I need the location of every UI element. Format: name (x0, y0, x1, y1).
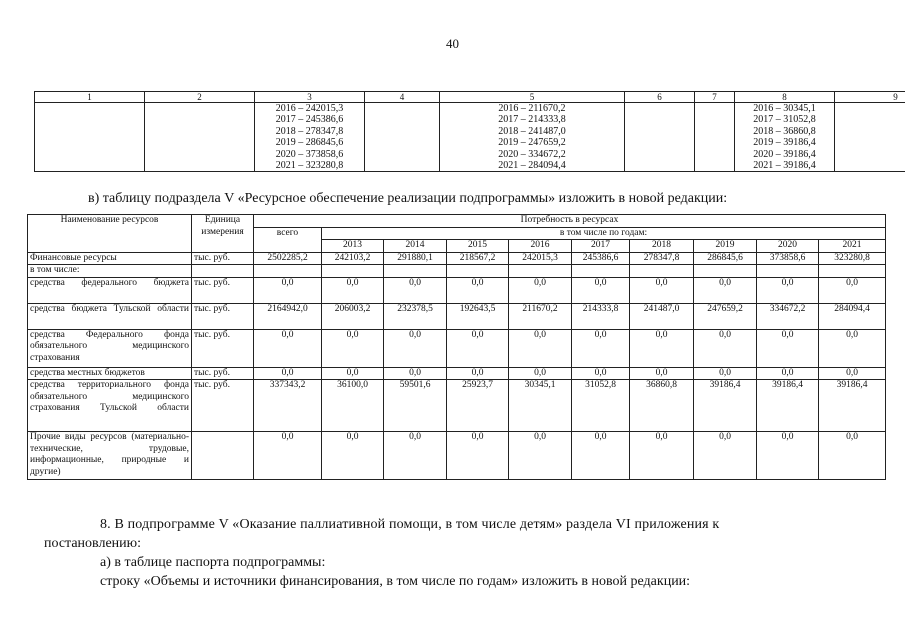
header-total: всего (254, 227, 322, 252)
year-value-cell (819, 265, 886, 278)
empty-cell (365, 103, 440, 172)
total-cell: 0,0 (254, 329, 322, 367)
col-number: 9 (835, 92, 905, 103)
resource-name-cell: Финансовые ресурсы (28, 252, 192, 265)
year-value-cell: 0,0 (509, 367, 572, 380)
year-value-cell: 0,0 (630, 432, 694, 480)
total-cell (254, 265, 322, 278)
year-value-cell: 0,0 (694, 329, 757, 367)
column-number-row (35, 92, 905, 103)
resource-table (27, 214, 886, 480)
year-value-cell: 0,0 (572, 367, 630, 380)
year-value-cell: 284094,4 (819, 303, 886, 329)
year-value-cell: 0,0 (694, 277, 757, 303)
year-value-cell: 245386,6 (572, 252, 630, 265)
year-value: 2021 – 39186,4 (753, 160, 816, 172)
year-value-cell: 218567,2 (447, 252, 509, 265)
year-value: 2016 – 211670,2 (498, 103, 566, 114)
resource-name-cell: средства Федерального фонда обязательного медицинского страхования (28, 329, 192, 367)
header-years-caption: в том числе по годам: (322, 227, 886, 240)
year-value-cell: 0,0 (447, 277, 509, 303)
year-header: 2015 (447, 240, 509, 253)
year-value: 2020 – 373858,6 (275, 148, 344, 160)
resource-name-cell: средства федерального бюджета (28, 277, 192, 303)
year-value-cell: 36100,0 (322, 380, 384, 432)
year-value-cell: 0,0 (694, 367, 757, 380)
year-value-cell: 0,0 (322, 277, 384, 303)
year-value-cell: 30345,1 (509, 380, 572, 432)
empty-cell (625, 103, 695, 172)
year-value-cell: 39186,4 (694, 380, 757, 432)
col5-cell (440, 103, 625, 172)
year-value-cell: 0,0 (757, 432, 819, 480)
table-row (28, 252, 886, 265)
year-header: 2020 (757, 240, 819, 253)
year-value: 2021 – 284094,4 (498, 160, 566, 172)
year-value-cell (572, 265, 630, 278)
year-value-cell: 0,0 (819, 367, 886, 380)
year-value-cell: 211670,2 (509, 303, 572, 329)
year-value-cell: 36860,8 (630, 380, 694, 432)
year-value-cell: 0,0 (447, 367, 509, 380)
table-row (28, 265, 886, 278)
year-header: 2016 (509, 240, 572, 253)
year-value-cell: 373858,6 (757, 252, 819, 265)
year-value-cell: 247659,2 (694, 303, 757, 329)
unit-cell (192, 265, 254, 278)
year-value: 2017 – 214333,8 (498, 114, 566, 126)
year-value-cell: 242015,3 (509, 252, 572, 265)
year-value-cell: 0,0 (630, 367, 694, 380)
year-value-cell: 39186,4 (757, 380, 819, 432)
unit-cell: тыс. руб. (192, 367, 254, 380)
year-value-cell: 0,0 (572, 329, 630, 367)
year-value-cell (757, 265, 819, 278)
col-number: 2 (145, 92, 255, 103)
empty-cell (145, 103, 255, 172)
year-value-cell: 0,0 (322, 432, 384, 480)
table-row (28, 367, 886, 380)
header-row-1 (28, 215, 886, 228)
paragraph-financing-line: строку «Объемы и источники финансирования, в том числе по годам» изложить в новой редакции: (100, 574, 691, 589)
year-header: 2014 (384, 240, 447, 253)
year-header: 2017 (572, 240, 630, 253)
continuation-table (34, 91, 905, 172)
year-value: 2018 – 241487,0 (498, 125, 566, 137)
year-value-cell: 0,0 (572, 277, 630, 303)
unit-cell: тыс. руб. (192, 329, 254, 367)
resource-name-cell: средства территориального фонда обязательного медицинского страхования Тульской области (28, 380, 192, 432)
total-cell: 0,0 (254, 277, 322, 303)
total-cell: 0,0 (254, 432, 322, 480)
year-header: 2013 (322, 240, 384, 253)
year-value-cell: 232378,5 (384, 303, 447, 329)
year-value-cell: 0,0 (322, 367, 384, 380)
col-number: 4 (365, 92, 440, 103)
table-row (28, 432, 886, 480)
year-value-cell: 214333,8 (572, 303, 630, 329)
unit-cell: тыс. руб. (192, 252, 254, 265)
year-value-cell: 31052,8 (572, 380, 630, 432)
year-value-cell (322, 265, 384, 278)
year-value-cell (630, 265, 694, 278)
year-value-cell: 0,0 (572, 432, 630, 480)
year-value: 2020 – 334672,2 (498, 148, 566, 160)
year-value: 2019 – 39186,4 (753, 137, 816, 149)
year-value-cell: 278347,8 (630, 252, 694, 265)
year-value-cell: 334672,2 (757, 303, 819, 329)
year-value-cell: 0,0 (819, 432, 886, 480)
year-value: 2016 – 242015,3 (275, 103, 344, 114)
year-value-cell: 0,0 (509, 432, 572, 480)
col-number: 5 (440, 92, 625, 103)
paragraph-8-line2: постановлению: (44, 536, 142, 551)
year-value: 2019 – 286845,6 (275, 137, 344, 149)
year-value-cell: 0,0 (819, 277, 886, 303)
col8-cell (735, 103, 835, 172)
col-number: 3 (255, 92, 365, 103)
year-value: 2016 – 30345,1 (753, 103, 816, 114)
unit-cell: тыс. руб. (192, 303, 254, 329)
year-value-cell: 0,0 (384, 277, 447, 303)
table-row (28, 329, 886, 367)
header-resource-name: Наименование ресурсов (28, 215, 192, 253)
year-values-row (35, 103, 905, 172)
header-unit: Единица измерения (192, 215, 254, 253)
resource-name-cell: средства бюджета Тульской области (28, 303, 192, 329)
year-value: 2021 – 323280,8 (275, 160, 344, 172)
year-value-cell: 39186,4 (819, 380, 886, 432)
col-number: 6 (625, 92, 695, 103)
empty-cell (35, 103, 145, 172)
year-header: 2018 (630, 240, 694, 253)
year-value-cell: 241487,0 (630, 303, 694, 329)
year-value-cell: 286845,6 (694, 252, 757, 265)
year-value-cell: 291880,1 (384, 252, 447, 265)
year-value-cell: 242103,2 (322, 252, 384, 265)
unit-cell (192, 432, 254, 480)
year-value-cell: 0,0 (384, 329, 447, 367)
empty-cell (835, 103, 905, 172)
year-value-cell (509, 265, 572, 278)
paragraph-a: а) в таблице паспорта подпрограммы: (100, 555, 326, 570)
resource-name-cell: средства местных бюджетов (28, 367, 192, 380)
total-cell: 0,0 (254, 367, 322, 380)
total-cell: 2164942,0 (254, 303, 322, 329)
year-value-cell (447, 265, 509, 278)
year-value-cell: 323280,8 (819, 252, 886, 265)
year-value-cell: 0,0 (757, 329, 819, 367)
col-number: 8 (735, 92, 835, 103)
paragraph-8-line1: 8. В подпрограмме V «Оказание паллиативной помощи, в том числе детям» раздела VI приложения к (100, 517, 720, 532)
table-row (28, 303, 886, 329)
resource-name-cell: Прочие виды ресурсов (материально-технические, трудовые, информационные, природные и другие) (28, 432, 192, 480)
page-number: 40 (446, 36, 459, 51)
year-value: 2018 – 278347,8 (275, 125, 344, 137)
total-cell: 337343,2 (254, 380, 322, 432)
year-value-cell: 0,0 (757, 277, 819, 303)
year-value: 2018 – 36860,8 (753, 125, 816, 137)
year-value: 2017 – 31052,8 (753, 114, 816, 126)
year-value-cell: 0,0 (630, 329, 694, 367)
year-value-cell: 206003,2 (322, 303, 384, 329)
year-value: 2020 – 39186,4 (753, 148, 816, 160)
unit-cell: тыс. руб. (192, 277, 254, 303)
year-value-cell: 0,0 (757, 367, 819, 380)
header-need: Потребность в ресурсах (254, 215, 886, 228)
paragraph-v: в) таблицу подраздела V «Ресурсное обеспечение реализации подпрограммы» изложить в новой редакции: (88, 191, 728, 206)
year-value-cell: 0,0 (384, 367, 447, 380)
col-number: 1 (35, 92, 145, 103)
year-value-cell (384, 265, 447, 278)
year-value-cell: 0,0 (630, 277, 694, 303)
year-value-cell (694, 265, 757, 278)
year-value-cell: 192643,5 (447, 303, 509, 329)
year-value-cell: 0,0 (509, 329, 572, 367)
table-row (28, 380, 886, 432)
year-value-cell: 0,0 (509, 277, 572, 303)
year-value: 2017 – 245386,6 (275, 114, 344, 126)
year-value-cell: 25923,7 (447, 380, 509, 432)
year-value-cell: 0,0 (447, 329, 509, 367)
col3-cell (255, 103, 365, 172)
year-value-cell: 0,0 (819, 329, 886, 367)
year-value: 2019 – 247659,2 (498, 137, 566, 149)
year-value-cell: 0,0 (322, 329, 384, 367)
empty-cell (695, 103, 735, 172)
resource-name-cell: в том числе: (28, 265, 192, 278)
table-row (28, 277, 886, 303)
year-value-cell: 0,0 (694, 432, 757, 480)
col-number: 7 (695, 92, 735, 103)
unit-cell: тыс. руб. (192, 380, 254, 432)
total-cell: 2502285,2 (254, 252, 322, 265)
year-value-cell: 0,0 (447, 432, 509, 480)
year-value-cell: 0,0 (384, 432, 447, 480)
year-value-cell: 59501,6 (384, 380, 447, 432)
year-header: 2019 (694, 240, 757, 253)
year-header: 2021 (819, 240, 886, 253)
